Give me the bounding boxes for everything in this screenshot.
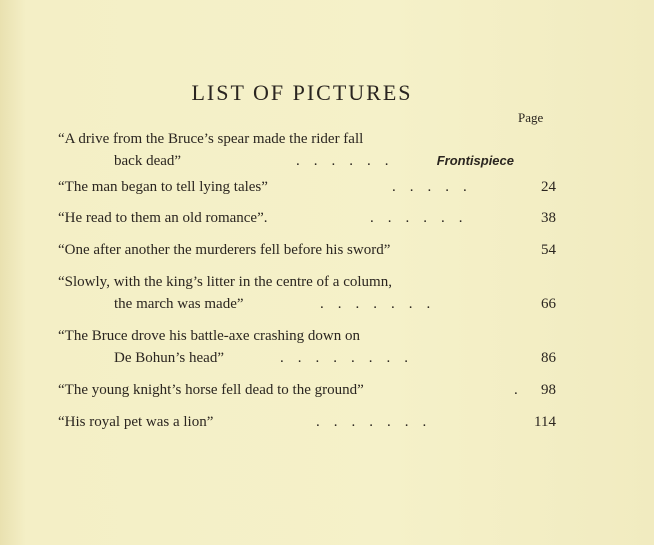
page-number: 66 xyxy=(541,296,556,312)
leader-dots: ...... xyxy=(370,210,477,226)
entry-line: “The Bruce drove his battle-axe crashing down on xyxy=(58,328,360,344)
entry-line: “The young knight’s horse fell dead to the ground” xyxy=(58,382,364,398)
entry-line: “One after another the murderers fell before his sword” xyxy=(58,242,391,258)
list-item xyxy=(58,239,558,261)
page-number: 86 xyxy=(541,350,556,366)
entry-line: the march was made” xyxy=(114,296,244,312)
page-column-label: Page xyxy=(518,110,544,125)
list-item xyxy=(58,379,558,401)
page-number: 98 xyxy=(541,382,556,398)
list-item xyxy=(58,271,558,315)
leader-dots: ...... xyxy=(296,153,403,169)
list-item xyxy=(58,207,558,229)
leader-dots: ....... xyxy=(316,414,441,430)
entry-line: back dead” xyxy=(114,153,182,169)
entry-line: “Slowly, with the king’s litter in the centre of a column, xyxy=(58,274,392,290)
page-number: Frontispiece xyxy=(436,153,514,168)
leader-dots: ........ xyxy=(280,350,422,366)
leader-dots: ..... xyxy=(392,179,481,195)
entry-line: “He read to them an old romance”. xyxy=(58,210,268,226)
entry-line: De Bohun’s head” xyxy=(114,350,224,366)
leader-dots: . xyxy=(514,382,532,398)
list-item xyxy=(58,325,558,369)
page-title: LIST OF PICTURES xyxy=(191,80,413,105)
list-item xyxy=(58,128,558,172)
list-item xyxy=(58,176,558,198)
page-number: 24 xyxy=(541,179,556,195)
leader-dots: ....... xyxy=(320,296,445,312)
list-item xyxy=(58,411,558,433)
entry-line: “His royal pet was a lion” xyxy=(58,414,214,430)
page-number: 54 xyxy=(541,242,556,258)
page-number: 114 xyxy=(534,414,556,430)
entry-line: “The man began to tell lying tales” xyxy=(58,179,268,195)
page-number: 38 xyxy=(541,210,556,226)
entry-line: “A drive from the Bruce’s spear made the rider fall xyxy=(58,131,364,147)
